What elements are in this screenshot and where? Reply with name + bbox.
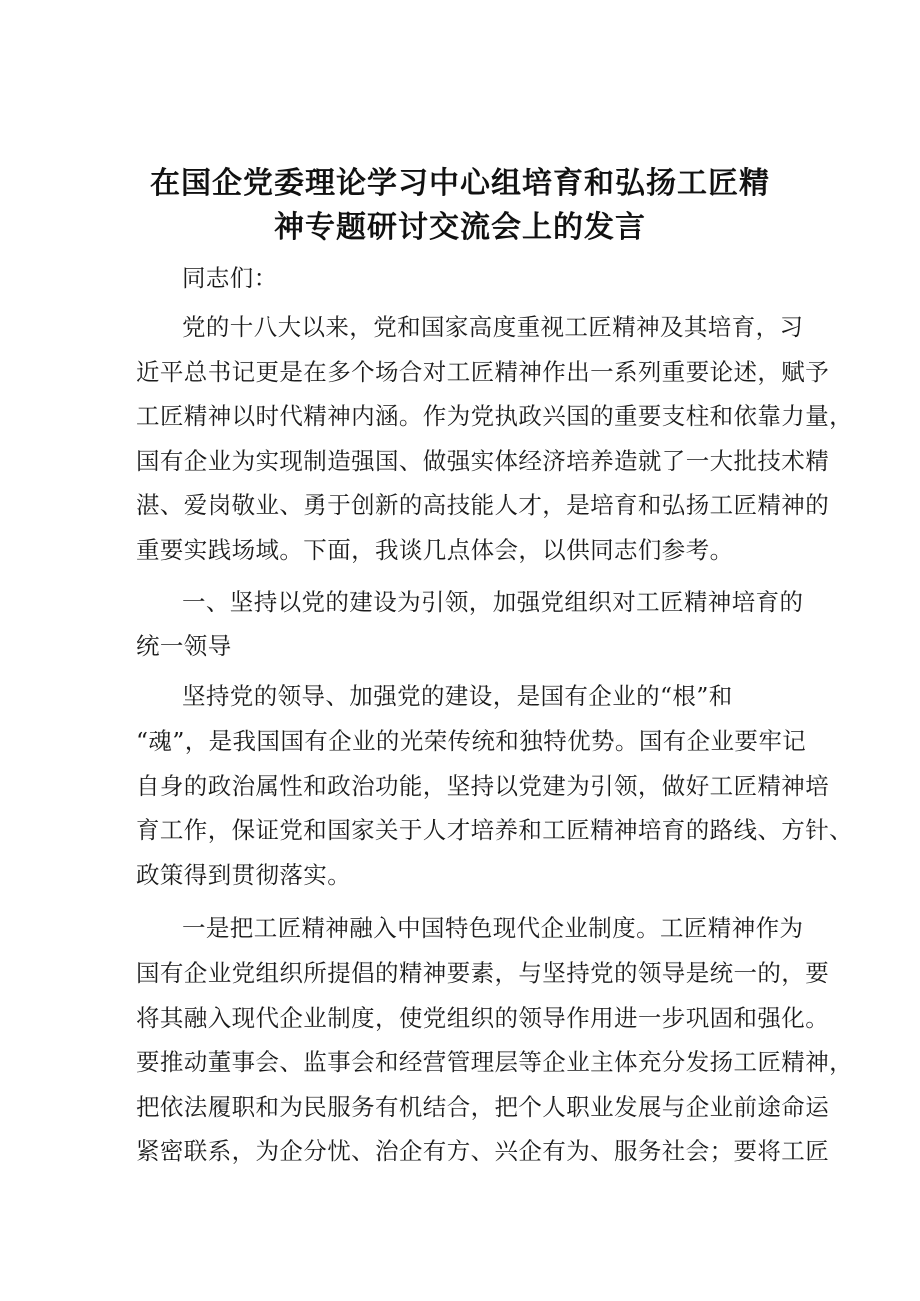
- paragraph-4-line-1: 一是把工匠精神融入中国特色现代企业制度。工匠精神作为: [182, 914, 804, 942]
- document-title-line-2: 神专题研讨交流会上的发言: [274, 210, 646, 245]
- document-title-line-1: 在国企党委理论学习中心组培育和弘扬工匠精: [150, 166, 770, 201]
- paragraph-1-line-2: 近平总书记更是在多个场合对工匠精神作出一系列重要论述，赋予: [136, 358, 830, 386]
- paragraph-4-line-5: 把依法履职和为民服务有机结合，把个人职业发展与企业前途命运: [136, 1093, 830, 1121]
- paragraph-4-line-3: 将其融入现代企业制度，使党组织的领导作用进一步巩固和强化。: [136, 1004, 830, 1032]
- paragraph-1-line-4: 国有企业为实现制造强国、做强实体经济培养造就了一大批技术精: [136, 447, 830, 475]
- paragraph-1-line-1: 党的十八大以来，党和国家高度重视工匠精神及其培育，习: [182, 313, 804, 341]
- section-heading-line-1: 一、坚持以党的建设为引领，加强党组织对工匠精神培育的: [182, 588, 804, 616]
- paragraph-3-line-2: “魂”，是我国国有企业的光荣传统和独特优势。国有企业要牢记: [136, 727, 807, 755]
- paragraph-1-line-6: 重要实践场域。下面，我谈几点体会，以供同志们参考。: [136, 536, 734, 564]
- paragraph-4-line-2: 国有企业党组织所提倡的精神要素，与坚持党的领导是统一的，要: [136, 959, 830, 987]
- paragraph-3-line-3: 自身的政治属性和政治功能，坚持以党建为引领，做好工匠精神培: [136, 772, 830, 800]
- section-heading-line-2: 统一领导: [136, 632, 232, 660]
- paragraph-4-line-4: 要推动董事会、监事会和经营管理层等企业主体充分发扬工匠精神，: [136, 1048, 853, 1076]
- paragraph-4-line-6: 紧密联系，为企分忧、治企有方、兴企有为、服务社会；要将工匠: [136, 1137, 830, 1165]
- paragraph-1-line-5: 湛、爱岗敬业、勇于创新的高技能人才，是培育和弘扬工匠精神的: [136, 491, 830, 519]
- paragraph-3-line-5: 政策得到贯彻落实。: [136, 861, 352, 889]
- paragraph-3-line-4: 育工作，保证党和国家关于人才培养和工匠精神培育的路线、方针、: [136, 816, 853, 844]
- paragraph-1-line-3: 工匠精神以时代精神内涵。作为党执政兴国的重要支柱和依靠力量，: [136, 402, 853, 430]
- paragraph-3-line-1: 坚持党的领导、加强党的建设，是国有企业的“根”和: [182, 682, 733, 710]
- salutation: 同志们：: [182, 264, 278, 292]
